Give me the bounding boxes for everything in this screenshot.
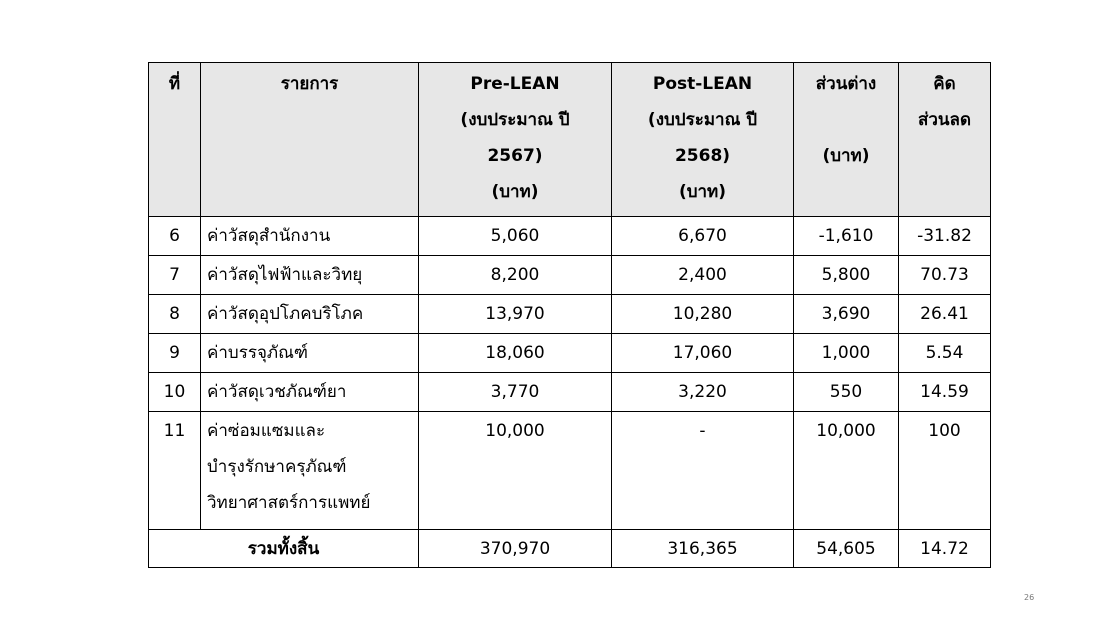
header-post-lean-line-1: Post-LEAN [652, 74, 753, 94]
row-no: 11 [149, 412, 201, 530]
row-item: ค่าวัสดุสำนักงาน [201, 217, 419, 256]
budget-comparison-table [148, 62, 991, 568]
row-item: ค่าวัสดุอุปโภคบริโภค [201, 295, 419, 334]
table-footer [149, 530, 991, 568]
row-percent: 26.41 [899, 295, 991, 334]
row-no: 8 [149, 295, 201, 334]
total-pre-lean: 370,970 [419, 530, 612, 568]
table-row [149, 373, 991, 412]
header-percent-reduction [899, 63, 991, 217]
header-percent-line-2: ส่วนลด [917, 110, 971, 130]
row-percent: 70.73 [899, 256, 991, 295]
header-post-lean-line-4: (บาท) [678, 182, 727, 202]
header-difference-spacer [800, 102, 892, 138]
row-post-lean: - [612, 412, 794, 530]
row-pre-lean: 8,200 [419, 256, 612, 295]
header-post-lean-line-2: (งบประมาณ ปี [647, 110, 758, 130]
row-no: 7 [149, 256, 201, 295]
total-percent: 14.72 [899, 530, 991, 568]
row-pre-lean: 5,060 [419, 217, 612, 256]
total-post-lean: 316,365 [612, 530, 794, 568]
row-difference: 1,000 [794, 334, 899, 373]
table-row [149, 256, 991, 295]
row-percent: 14.59 [899, 373, 991, 412]
row-percent: -31.82 [899, 217, 991, 256]
row-pre-lean: 3,770 [419, 373, 612, 412]
header-row [149, 63, 991, 217]
header-pre-lean-line-4: (บาท) [491, 182, 539, 202]
header-post-lean [612, 63, 794, 217]
row-difference: 3,690 [794, 295, 899, 334]
row-pre-lean: 18,060 [419, 334, 612, 373]
row-item: ค่าวัสดุเวชภัณฑ์ยา [201, 373, 419, 412]
row-item: ค่าบรรจุภัณฑ์ [201, 334, 419, 373]
header-pre-lean [419, 63, 612, 217]
row-item-line-2: บำรุงรักษาครุภัณฑ์ [207, 457, 347, 477]
table-header [149, 63, 991, 217]
header-difference-line-2: (บาท) [822, 146, 870, 166]
total-difference: 54,605 [794, 530, 899, 568]
row-percent: 5.54 [899, 334, 991, 373]
table-row [149, 412, 991, 530]
row-difference: 550 [794, 373, 899, 412]
row-difference: 5,800 [794, 256, 899, 295]
page-number: 26 [1024, 593, 1035, 602]
row-item: ค่าวัสดุไฟฟ้าและวิทยุ [201, 256, 419, 295]
row-no: 6 [149, 217, 201, 256]
row-item [201, 412, 419, 530]
header-no [149, 63, 201, 217]
header-no-text: ที่ [168, 74, 181, 94]
table-row [149, 295, 991, 334]
row-pre-lean: 13,970 [419, 295, 612, 334]
row-post-lean: 17,060 [612, 334, 794, 373]
row-difference: 10,000 [794, 412, 899, 530]
header-pre-lean-line-3: 2567) [487, 146, 543, 166]
row-item-line-3: วิทยาศาสตร์การแพทย์ [207, 493, 371, 513]
row-item-line-1: ค่าซ่อมแซมและ [207, 421, 326, 441]
header-difference [794, 63, 899, 217]
header-item-text: รายการ [280, 74, 339, 94]
table-body [149, 217, 991, 530]
row-pre-lean: 10,000 [419, 412, 612, 530]
row-post-lean: 3,220 [612, 373, 794, 412]
row-percent: 100 [899, 412, 991, 530]
header-percent-line-1: คิด [933, 74, 956, 94]
header-post-lean-line-3: 2568) [674, 146, 731, 166]
row-no: 9 [149, 334, 201, 373]
row-post-lean: 10,280 [612, 295, 794, 334]
total-row [149, 530, 991, 568]
header-difference-line-1: ส่วนต่าง [815, 74, 877, 94]
table-row [149, 334, 991, 373]
row-difference: -1,610 [794, 217, 899, 256]
total-label: รวมทั้งสิ้น [149, 530, 419, 568]
row-no: 10 [149, 373, 201, 412]
header-pre-lean-line-1: Pre-LEAN [470, 74, 560, 94]
table-row [149, 217, 991, 256]
row-post-lean: 2,400 [612, 256, 794, 295]
header-pre-lean-line-2: (งบประมาณ ปี [460, 110, 570, 130]
header-item [201, 63, 419, 217]
row-post-lean: 6,670 [612, 217, 794, 256]
